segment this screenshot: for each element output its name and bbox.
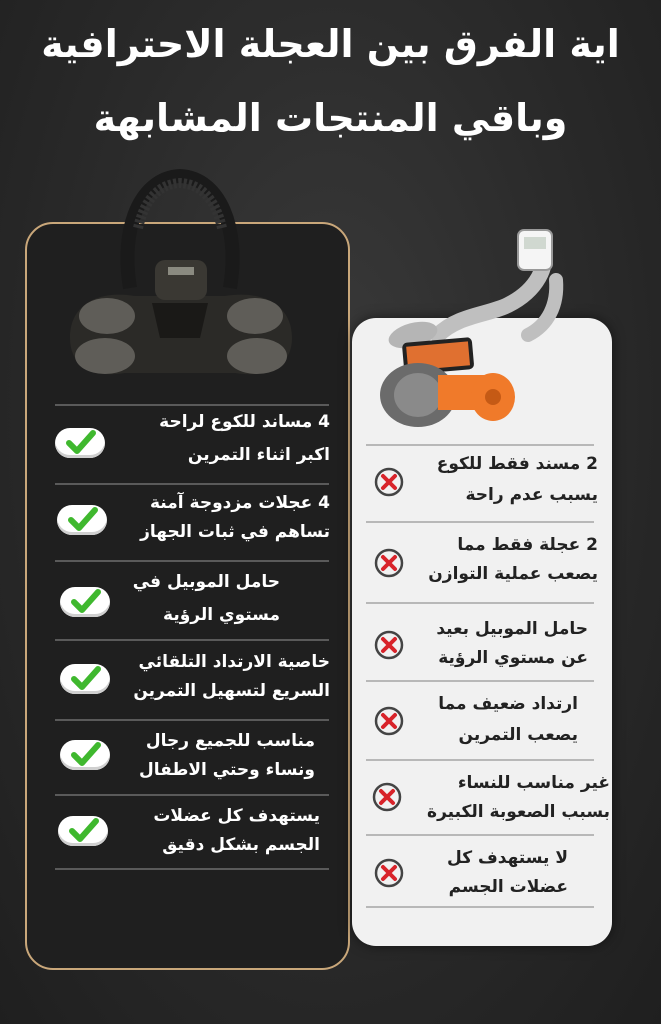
x-circle-icon (374, 706, 404, 736)
title-line-1: اية الفرق بين العجلة الاحترافية (41, 22, 620, 66)
feature-line-2: يصعب عملية التوازن (428, 564, 598, 584)
feature-line-1: 2 عجلة فقط مما (457, 535, 598, 555)
feature-line-2: يسبب عدم راحة (465, 485, 598, 505)
pro-feature-3 (110, 569, 280, 629)
feature-line-1: 2 مسند فقط للكوع (436, 454, 598, 474)
divider (366, 759, 594, 761)
divider (55, 868, 329, 870)
feature-line-2: ونساء وحتي الاطفال (139, 760, 315, 780)
divider (366, 444, 594, 446)
divider (55, 639, 329, 641)
divider (366, 602, 594, 604)
feature-line-2: السريع لتسهيل التمرين (133, 681, 330, 701)
divider (366, 906, 594, 908)
divider (366, 834, 594, 836)
feature-line-1: حامل الموبيل بعيد (436, 619, 588, 639)
feature-line-1: 4 مساند للكوع لراحة (159, 412, 330, 432)
divider (55, 719, 329, 721)
check-icon (57, 505, 107, 535)
check-icon (60, 740, 110, 770)
feature-line-2: اكبر اثناء التمرين (187, 445, 330, 465)
feature-line-1: حامل الموبيل في (132, 572, 280, 592)
feature-line-1: غير مناسب للنساء (457, 773, 610, 793)
pro-feature-2 (110, 490, 330, 546)
feature-line-2: عضلات الجسم (448, 877, 568, 897)
feature-line-2: الجسم بشكل دقيق (162, 835, 320, 855)
divider (366, 680, 594, 682)
pro-ab-roller-image (60, 168, 300, 398)
x-circle-icon (374, 467, 404, 497)
feature-line-2: بسبب الصعوبة الكبيرة (427, 802, 610, 822)
feature-line-1: 4 عجلات مزدوجة آمنة (149, 493, 330, 513)
other-feature-1 (408, 451, 598, 509)
pro-feature-6 (110, 803, 320, 859)
divider (55, 560, 329, 562)
title-line-2: وباقي المنتجات المشابهة (93, 96, 568, 140)
feature-line-2: مستوي الرؤية (163, 605, 280, 625)
x-circle-icon (374, 548, 404, 578)
check-icon (55, 428, 105, 458)
basic-ab-roller-image (378, 225, 568, 435)
feature-line-1: مناسب للجميع رجال (145, 731, 315, 751)
feature-line-1: ارتداد ضعيف مما (438, 694, 578, 714)
pro-feature-5 (110, 728, 315, 784)
pro-feature-1 (110, 409, 330, 469)
other-feature-2 (408, 532, 598, 588)
check-icon (60, 587, 110, 617)
other-feature-5 (382, 770, 610, 826)
x-circle-icon (374, 858, 404, 888)
feature-line-2: تساهم في ثبات الجهاز (140, 522, 330, 542)
page-title (0, 18, 661, 146)
other-feature-4 (408, 691, 578, 749)
pro-feature-4 (110, 649, 330, 705)
feature-line-2: عن مستوي الرؤية (438, 648, 588, 668)
divider (55, 794, 329, 796)
divider (55, 483, 329, 485)
feature-line-1: خاصية الارتداد التلقائي (138, 652, 330, 672)
other-feature-3 (408, 616, 588, 672)
divider (55, 404, 329, 406)
divider (366, 521, 594, 523)
x-circle-icon (372, 782, 402, 812)
other-feature-6 (408, 845, 568, 901)
feature-line-1: لا يستهدف كل (447, 848, 568, 868)
feature-line-2: يصعب التمرين (458, 725, 578, 745)
check-icon (60, 664, 110, 694)
check-icon (58, 816, 108, 846)
x-circle-icon (374, 630, 404, 660)
feature-line-1: يستهدف كل عضلات (153, 806, 320, 826)
